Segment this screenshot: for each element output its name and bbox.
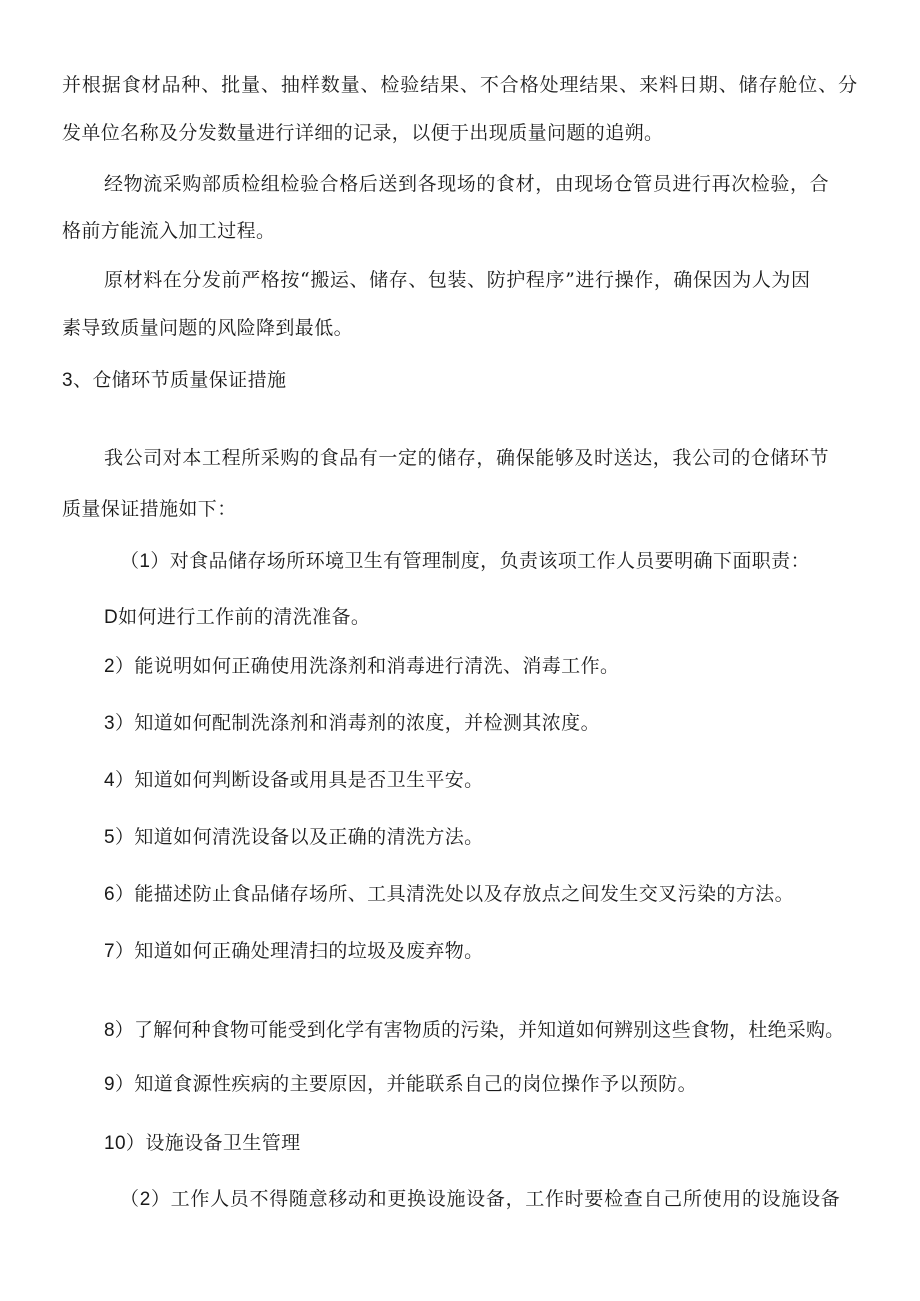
list-item-d: D如何进行工作前的清洗准备。 [104,607,371,628]
list-item-10: 10）设施设备卫生管理 [104,1133,301,1154]
list-item-4: 4）知道如何判断设备或用具是否卫生平安。 [104,770,484,791]
list-item-5: 5）知道如何清洗设备以及正确的清洗方法。 [104,827,484,848]
paragraph-line-6: 素导致质量问题的风险降到最低。 [62,317,354,339]
list-item-6: 6）能描述防止食品储存场所、工具清洗处以及存放点之间发生交叉污染的方法。 [104,884,794,905]
paragraph-line-5: 原材料在分发前严格按“搬运、储存、包装、防护程序”进行操作，确保因为人为因 [104,269,811,291]
paragraph-line-2: 发单位名称及分发数量进行详细的记录，以便于出现质量问题的追朔。 [62,122,664,144]
list-item-2-para: （2）工作人员不得随意移动和更换设施设备，工作时要检查自己所使用的设施设备 [120,1189,841,1210]
section-heading: 3、仓储环节质量保证措施 [62,370,287,391]
list-item-3: 3）知道如何配制洗涤剂和消毒剂的浓度，并检测其浓度。 [104,713,600,734]
list-item-9: 9）知道食源性疾病的主要原因，并能联系自己的岗位操作予以预防。 [104,1074,697,1095]
paragraph-line-4: 格前方能流入加工过程。 [62,220,276,242]
list-item-7: 7）知道如何正确处理清扫的垃圾及废弃物。 [104,941,484,962]
paragraph-line-1: 并根据食材品种、批量、抽样数量、检验结果、不合格处理结果、来料日期、储存舱位、分 [62,74,859,96]
paragraph-line-9: 质量保证措施如下： [62,498,237,520]
paragraph-line-3: 经物流采购部质检组检验合格后送到各现场的食材，由现场仓管员进行再次检验，合 [104,173,830,195]
paragraph-line-8: 我公司对本工程所采购的食品有一定的储存，确保能够及时送达，我公司的仓储环节 [104,447,830,469]
list-item-8: 8）了解何种食物可能受到化学有害物质的污染，并知道如何辨别这些食物，杜绝采购。 [104,1020,845,1041]
list-item-1: （1）对食品储存场所环境卫生有管理制度，负责该项工作人员要明确下面职责： [120,551,810,572]
list-item-2: 2）能说明如何正确使用洗涤剂和消毒进行清洗、消毒工作。 [104,656,620,677]
